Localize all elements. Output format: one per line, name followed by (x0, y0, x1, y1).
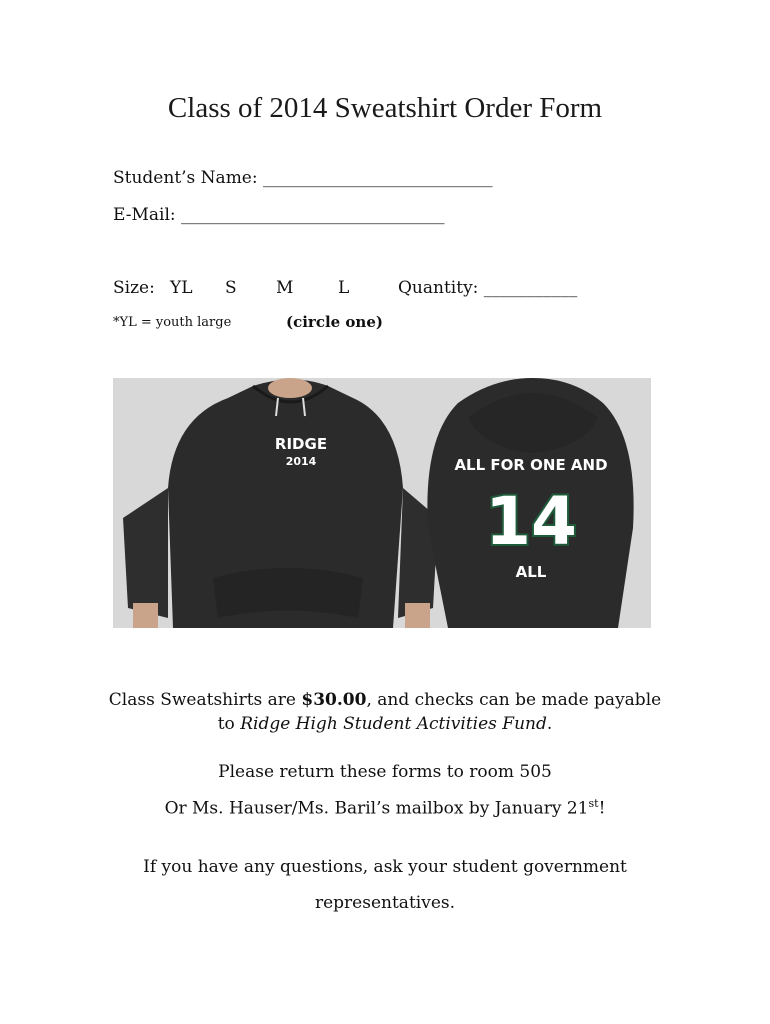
sweatshirt-illustration (113, 378, 651, 628)
quantity-field[interactable]: Quantity: ___________ (398, 278, 578, 298)
questions-line-2: representatives. (314, 893, 456, 913)
sweatshirt-photo (113, 378, 651, 628)
size-option-s[interactable]: S (225, 278, 237, 298)
size-option-yl[interactable]: YL (170, 278, 193, 298)
price-line: Class Sweatshirts are $30.00, and checks can be made payable (108, 690, 662, 710)
page-title: Class of 2014 Sweatshirt Order Form (167, 92, 603, 124)
size-option-m[interactable]: M (276, 278, 294, 298)
questions-line-1: If you have any questions, ask your student government (143, 857, 627, 877)
price-value: $30.00 (301, 690, 367, 710)
mailbox-instructions: Or Ms. Hauser/Ms. Baril’s mailbox by January 21st! (164, 797, 606, 819)
back-number: 14 (485, 483, 577, 560)
youth-large-footnote: *YL = youth large (113, 315, 232, 330)
back-text-1: ALL FOR ONE AND (454, 456, 608, 474)
student-name-field[interactable]: Student’s Name: ___________________________ (113, 168, 493, 188)
size-option-l[interactable]: L (338, 278, 350, 298)
email-field[interactable]: E-Mail: _______________________________ (113, 205, 445, 225)
back-text-2: ALL (515, 563, 547, 581)
front-chest-text-1: RIDGE (274, 435, 328, 453)
hoodie-back (427, 378, 633, 628)
circle-one-note: (circle one) (286, 313, 383, 331)
size-label: Size: (113, 278, 155, 298)
front-chest-text-2: 2014 (285, 455, 317, 468)
payable-line: to Ridge High Student Activities Fund. (217, 714, 553, 734)
payable-to-name: Ridge High Student Activities Fund (240, 714, 547, 734)
return-instructions: Please return these forms to room 505 (218, 762, 552, 782)
